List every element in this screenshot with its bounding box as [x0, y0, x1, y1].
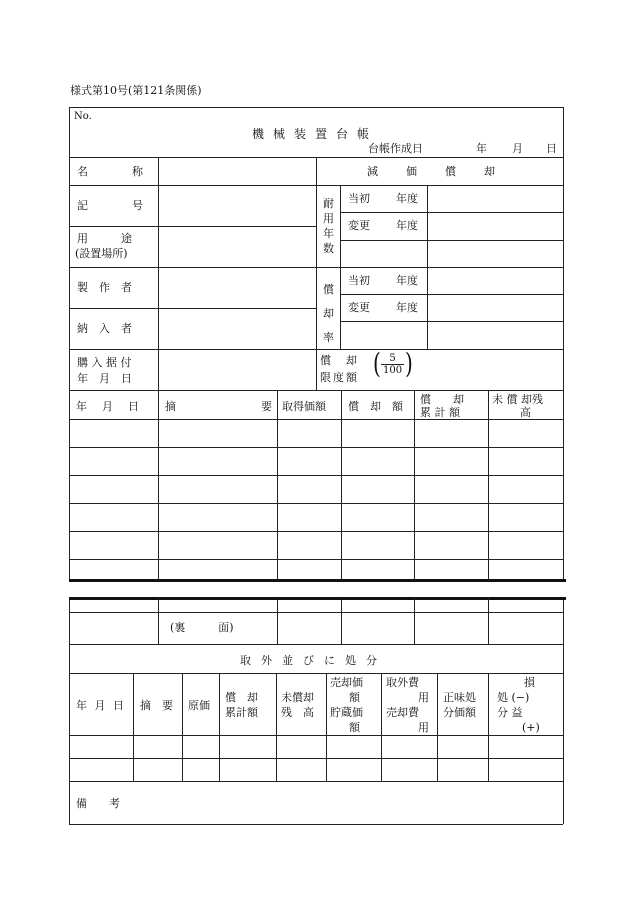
disposal-title: 取外並びに処分: [240, 654, 387, 667]
rule: [326, 673, 327, 781]
label-install: 購 入 据 付: [77, 356, 132, 369]
rule: [69, 267, 563, 268]
rule: [69, 559, 563, 560]
rule: [69, 758, 563, 759]
remarks-label: 備 考: [76, 797, 120, 810]
t2-sale-3: 貯蔵価: [330, 706, 363, 719]
rule: [133, 673, 134, 781]
t2-summary: 摘 要: [140, 699, 173, 712]
rule: [488, 673, 489, 781]
rule: [69, 735, 563, 736]
frame-top: [69, 107, 563, 108]
frame-left-1: [69, 107, 70, 581]
t2-sale-4: 額: [349, 721, 360, 734]
rule: [414, 598, 415, 644]
t1-summary-b: 要: [261, 400, 272, 413]
t2-cost-1: 取外費: [386, 676, 419, 689]
rule: [69, 419, 563, 420]
col-mid-sep: [316, 157, 317, 390]
created-year: 年: [476, 142, 487, 155]
created-month: 月: [512, 142, 523, 155]
t1-accum-bottom: 累 計 額: [420, 406, 460, 419]
t2-sale-1: 売却価: [330, 676, 363, 689]
depreciation-header: 減 価 償 却: [367, 165, 497, 178]
rule: [340, 212, 563, 213]
t2-cost-4: 用: [418, 721, 429, 734]
t2-unamort-1: 未償却: [281, 691, 314, 704]
rule: [340, 321, 563, 322]
rule: [437, 673, 438, 781]
t1-remain-bottom: 高: [520, 406, 531, 419]
ledger-title: 機械装置台帳: [252, 127, 379, 141]
rule: [488, 598, 489, 644]
limit-fraction: [381, 353, 404, 376]
t1-accum-top: 償 却: [420, 393, 464, 406]
rule: [381, 673, 382, 781]
rate-changed: 変更: [348, 301, 370, 314]
t1-acquisition: 取得価額: [282, 400, 326, 413]
label-maker: 製 作 者: [77, 281, 132, 294]
label-use: 用 途: [77, 232, 132, 245]
rule: [69, 308, 316, 309]
limit-label-1: 償 却: [320, 354, 359, 367]
rule: [69, 475, 563, 476]
rule: [69, 349, 563, 350]
break-line-bottom: [69, 597, 566, 600]
rule: [182, 673, 183, 781]
t2-accum-1: 償 却: [225, 691, 258, 704]
label-name: 名 称: [77, 165, 143, 178]
frame-bottom: [69, 824, 563, 825]
rule: [69, 226, 316, 227]
life-initial: 当初: [348, 192, 370, 205]
rule: [69, 447, 563, 448]
t1-date: 年 月 日: [76, 400, 141, 413]
t2-net-1: 正味処: [443, 691, 476, 704]
label-location: (設置場所): [75, 247, 128, 260]
t2-pl-3: 分 益: [497, 706, 523, 719]
frac-num: 5: [381, 353, 404, 365]
paren-right: ): [405, 346, 413, 380]
t2-unamort-2: 残 高: [281, 706, 314, 719]
frame-left-2: [69, 598, 70, 824]
t2-pl-4: (+): [522, 721, 540, 734]
rule: [277, 598, 278, 644]
t2-cost-3: 売却費: [386, 706, 419, 719]
t2-original: 原価: [188, 699, 210, 712]
limit-label-2: 限度額: [320, 371, 359, 384]
rule: [69, 644, 563, 645]
life-initial-year: 年度: [396, 192, 418, 205]
life-changed-year: 年度: [396, 219, 418, 232]
t1-remain-top: 未 償 却残: [492, 393, 543, 406]
rule: [219, 673, 220, 781]
created-day: 日: [546, 142, 557, 155]
rule: [69, 531, 563, 532]
rule: [158, 598, 159, 644]
back-label: (裏 面): [170, 621, 234, 634]
rate-label: 償却率: [323, 283, 334, 344]
paren-left: (: [373, 346, 381, 380]
rate-changed-year: 年度: [396, 301, 418, 314]
rule: [340, 294, 563, 295]
t2-pl-1: 損: [524, 676, 535, 689]
life-label: 耐用年数: [323, 197, 334, 255]
label-install-date: 年 月 日: [77, 372, 132, 385]
col-left-sep: [158, 157, 159, 390]
rule: [69, 781, 563, 782]
t1-summary-a: 摘: [165, 400, 176, 413]
t2-cost-2: 用: [418, 691, 429, 704]
frac-den: 100: [383, 365, 403, 376]
t2-pl-2: 処 (−): [497, 691, 530, 704]
t2-accum-2: 累計額: [225, 706, 258, 719]
label-code: 記 号: [77, 199, 143, 212]
rule: [69, 503, 563, 504]
no-label: No.: [74, 111, 92, 122]
frame-right-1: [563, 107, 564, 581]
t2-net-2: 分価額: [443, 706, 476, 719]
created-label: 台帳作成日: [368, 142, 423, 155]
rule: [340, 240, 563, 241]
label-supplier: 納 入 者: [77, 322, 132, 335]
life-changed: 変更: [348, 219, 370, 232]
t1-depreciation: 償 却 額: [348, 400, 403, 413]
rule: [276, 673, 277, 781]
form-title: 様式第10号(第121条関係): [70, 84, 202, 97]
break-line-top: [69, 579, 566, 582]
t2-sale-2: 額: [349, 691, 360, 704]
t2-date: 年 月 日: [76, 699, 126, 712]
rate-initial-year: 年度: [396, 274, 418, 287]
rule: [341, 598, 342, 644]
rule: [69, 185, 563, 186]
frame-right-2: [563, 598, 564, 824]
rule: [69, 612, 563, 613]
rate-initial: 当初: [348, 274, 370, 287]
